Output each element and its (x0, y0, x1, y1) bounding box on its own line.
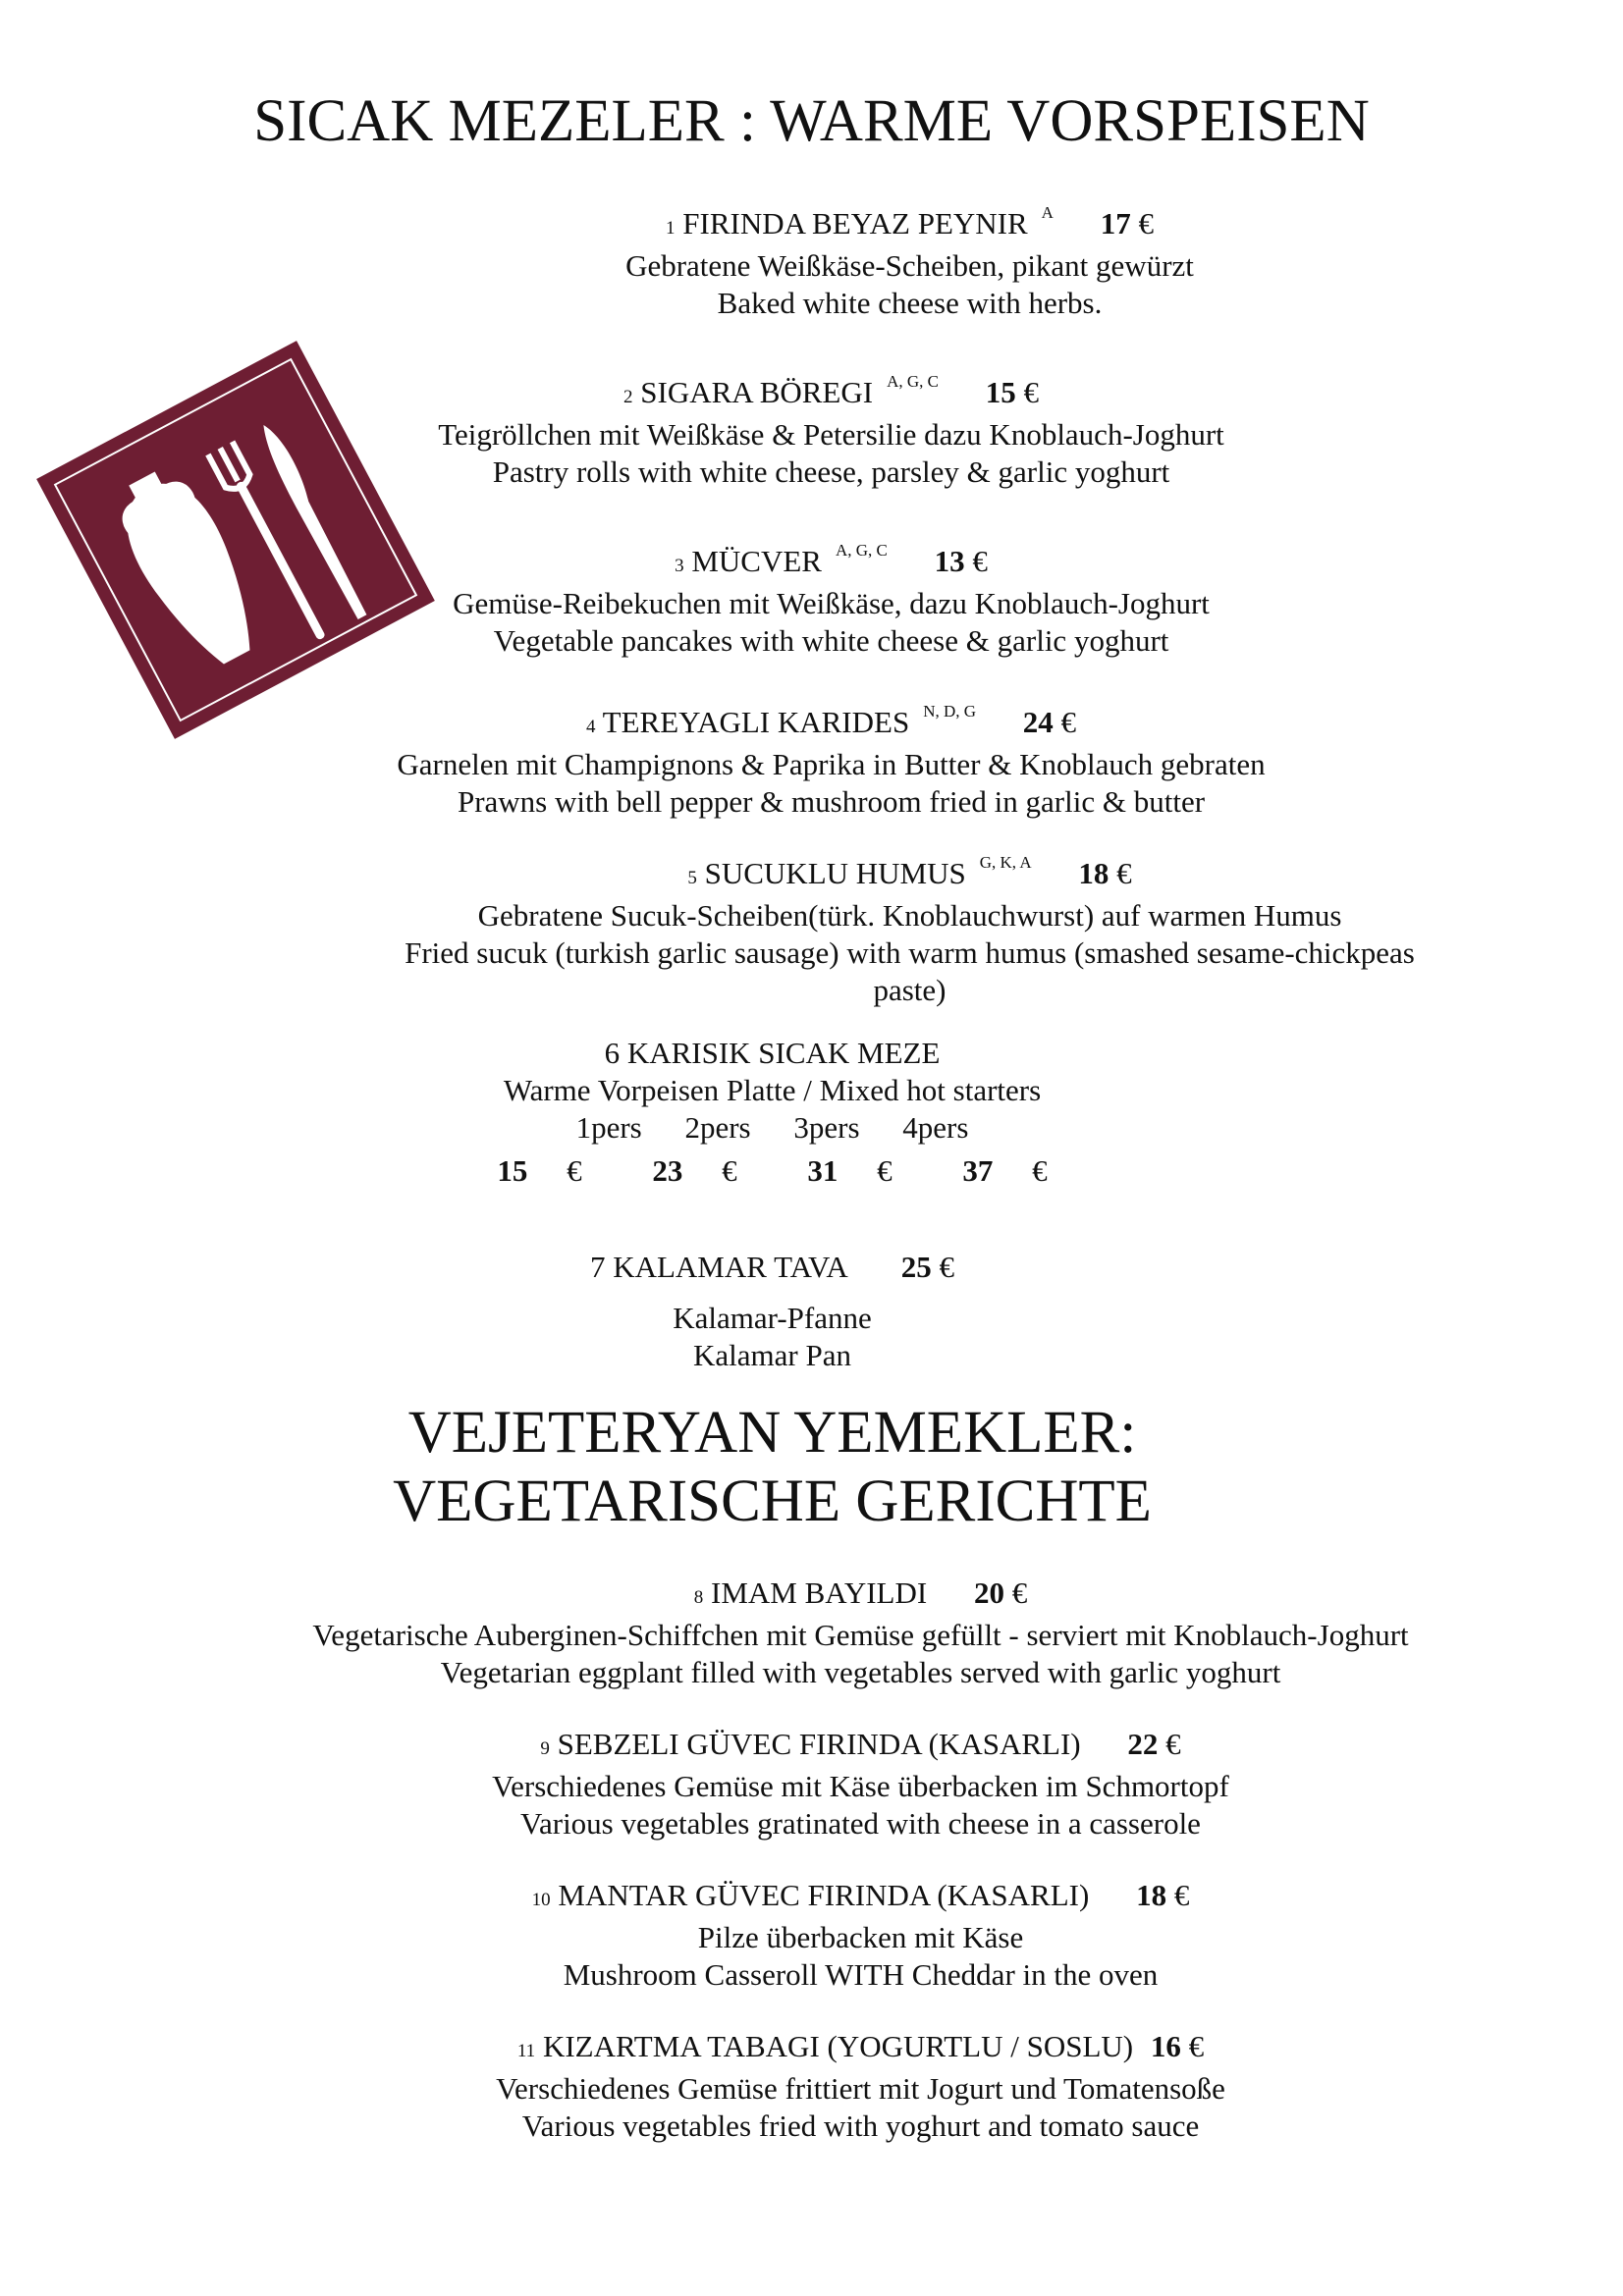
item-price: 24 € (1022, 705, 1077, 739)
item-desc-de: Gebratene Weißkäse-Scheiben, pikant gewürzt (625, 248, 1194, 283)
menu-item-8 (49, 1575, 1623, 1691)
item-desc-en: Prawns with bell pepper & mushroom fried in garlic & butter (457, 784, 1206, 819)
item-desc-de: Gemüse-Reibekuchen mit Weißkäse, dazu Knoblauch-Joghurt (453, 586, 1210, 620)
menu-item-10 (49, 1877, 1623, 1994)
item-number: 9 (540, 1738, 550, 1759)
item-number: 8 (693, 1587, 704, 1608)
item-number: 10 (531, 1890, 551, 1910)
item-name: FIRINDA BEYAZ PEYNIR (682, 206, 1028, 240)
item-header (49, 1575, 1623, 1617)
item-price: 16 € (1150, 2029, 1205, 2063)
item-price: 22 € (1127, 1727, 1181, 1761)
item-allergens: G, K, A (979, 853, 1032, 872)
item-price: 31 € (807, 1153, 893, 1188)
item-name: IMAM BAYILDI (711, 1575, 928, 1610)
item-name: TEREYAGLI KARIDES (602, 705, 910, 739)
item-allergens: A (1041, 203, 1054, 222)
persons-row (0, 1109, 1584, 1147)
section-title-vegetarian-2: VEGETARISCHE GERICHTE (393, 1468, 1152, 1534)
item-price: 15 € (497, 1153, 582, 1188)
item-price: 37 € (962, 1153, 1048, 1188)
section-title-vegetarian-1: VEJETERYAN YEMEKLER: (407, 1400, 1137, 1466)
item-desc-en: Various vegetables gratinated with cheese in a casserole (520, 1806, 1201, 1841)
item-price: 23 € (652, 1153, 737, 1188)
item-header (49, 1726, 1623, 1768)
person-label: 4pers (902, 1110, 969, 1145)
menu-item-11 (49, 2028, 1623, 2145)
item-desc-en: Various vegetables fried with yoghurt and tomato sauce (521, 2109, 1200, 2143)
item-header (49, 1877, 1623, 1919)
item-header (20, 532, 1623, 585)
item-allergens: N, D, G (923, 702, 977, 721)
item-header (0, 1249, 1584, 1286)
item-number: 2 (623, 387, 633, 407)
item-desc-en: Vegetarian eggplant filled with vegetables served with garlic yoghurt (440, 1655, 1281, 1689)
item-header (49, 2028, 1623, 2070)
item-desc: Warme Vorpeisen Platte / Mixed hot starters (503, 1073, 1042, 1107)
item-name: MÜCVER (691, 544, 822, 578)
item-header (20, 693, 1623, 746)
item-desc-en: Kalamar Pan (693, 1338, 851, 1372)
item-number: 3 (675, 556, 684, 576)
item-allergens: A, G, C (887, 372, 939, 391)
item-desc-en: Vegetable pancakes with white cheese & garlic yoghurt (493, 623, 1169, 658)
item-desc-de: Kalamar-Pfanne (673, 1301, 872, 1335)
menu-item-6 (0, 1035, 1584, 1190)
menu-item-2 (20, 363, 1623, 491)
item-desc-en-1: Fried sucuk (turkish garlic sausage) with warm humus (smashed sesame-chickpeas (405, 935, 1415, 970)
item-desc-en: Pastry rolls with white cheese, parsley & garlic yoghurt (492, 454, 1170, 489)
person-label: 1pers (575, 1110, 642, 1145)
item-price: 20 € (973, 1575, 1028, 1610)
item-desc-de: Verschiedenes Gemüse frittiert mit Jogurt und Tomatensoße (496, 2071, 1225, 2106)
item-desc-de: Pilze überbacken mit Käse (697, 1920, 1024, 1954)
item-desc-de: Gebratene Sucuk-Scheiben(türk. Knoblauchwurst) auf warmen Humus (477, 898, 1342, 933)
item-name: SIGARA BÖREGI (640, 375, 874, 409)
item-title: 6 KARISIK SICAK MEZE (604, 1036, 941, 1070)
item-name: MANTAR GÜVEC FIRINDA (KASARLI) (558, 1878, 1090, 1912)
item-name: SEBZELI GÜVEC FIRINDA (KASARLI) (557, 1727, 1081, 1761)
menu-item-3 (20, 532, 1623, 660)
menu-item-5 (98, 844, 1623, 1009)
item-price: 18 € (1078, 856, 1132, 890)
item-header (20, 363, 1623, 416)
item-header (98, 844, 1623, 897)
prices-row (0, 1152, 1584, 1190)
item-desc-de: Verschiedenes Gemüse mit Käse überbacken im Schmortopf (492, 1769, 1229, 1803)
item-price: 17 € (1100, 206, 1154, 240)
item-desc-de: Vegetarische Auberginen-Schiffchen mit Gemüse gefüllt - serviert mit Knoblauch-Joghurt (312, 1618, 1409, 1652)
item-price: 25 € (900, 1250, 955, 1284)
item-number: 4 (585, 717, 596, 737)
menu-item-7 (0, 1249, 1584, 1374)
item-name: 7 KALAMAR TAVA (589, 1250, 847, 1284)
item-desc-en: Mushroom Casseroll WITH Cheddar in the oven (563, 1957, 1159, 1992)
item-number: 5 (687, 868, 697, 888)
item-price: 18 € (1136, 1878, 1190, 1912)
item-number: 11 (516, 2041, 536, 2061)
item-name: SUCUKLU HUMUS (704, 856, 966, 890)
section-title-hot-starters: SICAK MEZELER : WARME VORSPEISEN (253, 88, 1370, 154)
menu-item-4 (20, 693, 1623, 821)
item-desc-en-2: paste) (873, 973, 947, 1007)
item-header (98, 194, 1623, 247)
menu-item-1 (98, 194, 1623, 322)
menu-item-9 (49, 1726, 1623, 1842)
item-price: 15 € (985, 375, 1039, 409)
item-price: 13 € (934, 544, 988, 578)
item-number: 1 (666, 218, 676, 239)
item-name: KIZARTMA TABAGI (YOGURTLU / SOSLU) (542, 2029, 1134, 2063)
item-desc-de: Teigröllchen mit Weißkäse & Petersilie dazu Knoblauch-Joghurt (438, 417, 1224, 452)
item-allergens: A, G, C (835, 541, 888, 560)
item-desc-en: Baked white cheese with herbs. (717, 286, 1103, 320)
person-label: 2pers (684, 1110, 751, 1145)
person-label: 3pers (793, 1110, 860, 1145)
item-desc-de: Garnelen mit Champignons & Paprika in Butter & Knoblauch gebraten (397, 747, 1266, 781)
